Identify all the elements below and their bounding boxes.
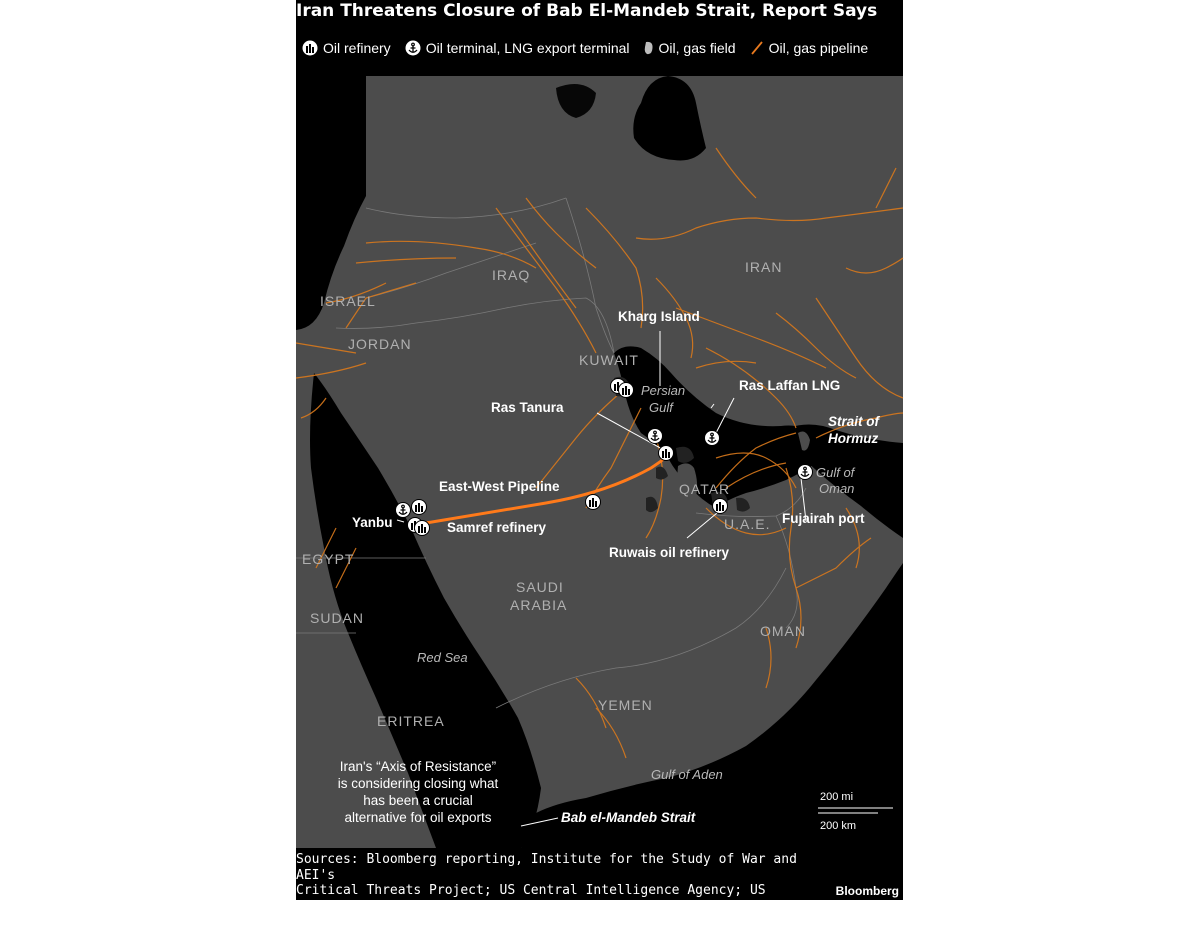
callout-ruwais: Ruwais oil refinery xyxy=(609,545,730,560)
label-yemen: YEMEN xyxy=(598,697,653,713)
refinery-marker xyxy=(619,383,634,398)
legend xyxy=(302,38,882,58)
chart-title: Iran Threatens Closure of Bab El-Mandeb Strait, Report Says xyxy=(296,1,878,21)
label-israel: ISRAEL xyxy=(320,293,376,309)
scale-km: 200 km xyxy=(820,820,857,832)
label-persian: Persian xyxy=(641,383,686,398)
label-uae: U.A.E. xyxy=(724,516,771,532)
callout-laffan: Ras Laffan LNG xyxy=(739,378,841,393)
note-line-3: has been a crucial xyxy=(363,793,473,808)
label-egypt: EGYPT xyxy=(302,551,355,567)
label-jordan: JORDAN xyxy=(348,336,412,352)
legend-refinery-label: Oil refinery xyxy=(323,40,391,56)
label-iran: IRAN xyxy=(745,259,783,275)
label-saudi: SAUDI xyxy=(516,579,564,595)
sources-note: Sources: Bloomberg reporting, Institute for the Study of War and AEI's Critical Threats Project; US Central Intelligence Agency; US Department of Energy; Tasnim news agency xyxy=(296,852,797,929)
anchor-marker xyxy=(648,429,663,444)
anchor-marker xyxy=(705,431,720,446)
scale-mi: 200 mi xyxy=(820,791,854,803)
callout-kharg: Kharg Island xyxy=(618,309,700,324)
note-line-4: alternative for oil exports xyxy=(344,810,492,825)
legend-terminal-label: Oil terminal, LNG export terminal xyxy=(425,40,630,56)
callout-yanbu: Yanbu xyxy=(352,515,393,530)
legend-terminal xyxy=(405,40,630,56)
anchor-icon xyxy=(405,40,421,56)
oil-field-icon xyxy=(644,40,654,56)
label-oman-water: Oman xyxy=(819,481,855,496)
label-gulf: Gulf xyxy=(649,400,673,415)
callout-samref: Samref refinery xyxy=(447,520,547,535)
label-eritrea: ERITREA xyxy=(377,713,445,729)
label-gulf-of: Gulf of xyxy=(816,465,855,480)
label-qatar: QATAR xyxy=(679,481,731,497)
map xyxy=(296,68,903,848)
legend-field xyxy=(644,40,736,56)
callout-east-west: East-West Pipeline xyxy=(439,479,560,494)
note-line-1: Iran's “Axis of Resistance” xyxy=(339,759,497,774)
anchor-marker xyxy=(798,465,813,480)
callout-hormuz-2: Hormuz xyxy=(828,431,879,446)
label-arabia: ARABIA xyxy=(510,597,568,613)
callout-hormuz-1: Strait of xyxy=(828,414,880,429)
legend-pipeline-label: Oil, gas pipeline xyxy=(768,40,869,56)
legend-refinery xyxy=(302,40,391,56)
refinery-marker xyxy=(586,495,601,510)
refinery-marker xyxy=(412,500,427,515)
refinery-icon xyxy=(302,40,318,56)
pipeline-icon xyxy=(750,40,764,56)
anchor-marker xyxy=(396,503,411,518)
label-sudan: SUDAN xyxy=(310,610,365,626)
legend-pipeline xyxy=(750,40,869,56)
legend-field-label: Oil, gas field xyxy=(658,40,736,56)
bloomberg-logo: Bloomberg xyxy=(835,884,899,898)
label-gulf-of-aden: Gulf of Aden xyxy=(651,767,723,782)
refinery-marker xyxy=(659,446,674,461)
label-kuwait: KUWAIT xyxy=(579,352,639,368)
label-oman: OMAN xyxy=(760,623,806,639)
label-iraq: IRAQ xyxy=(492,267,531,283)
map-panel xyxy=(296,0,903,929)
refinery-marker xyxy=(713,499,728,514)
label-red-sea: Red Sea xyxy=(417,650,468,665)
callout-fujairah: Fujairah port xyxy=(782,511,865,526)
callout-tanura: Ras Tanura xyxy=(491,400,564,415)
callout-mandeb: Bab el-Mandeb Strait xyxy=(561,810,696,825)
note-line-2: is considering closing what xyxy=(337,776,499,791)
refinery-marker xyxy=(415,521,430,536)
